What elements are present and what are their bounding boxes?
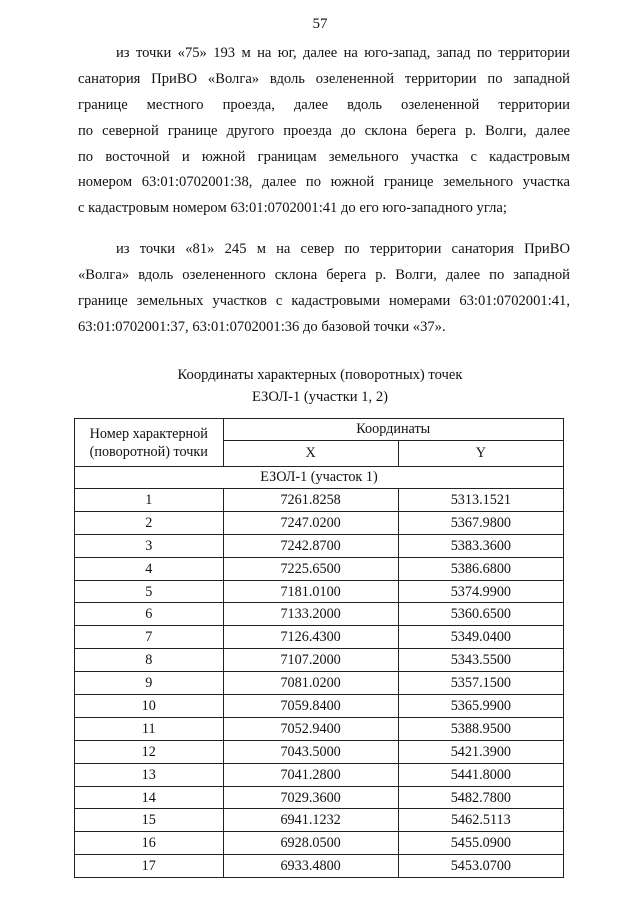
table-row	[75, 832, 564, 855]
table-row	[75, 740, 564, 763]
y-coordinate-cell: 5360.6500	[398, 603, 563, 626]
coordinates-table	[74, 418, 564, 878]
table-row	[75, 489, 564, 512]
x-coordinate-cell: 7059.8400	[223, 695, 398, 718]
y-coordinate-cell: 5357.1500	[398, 672, 563, 695]
table-title	[0, 364, 640, 408]
header-point-number-line: (поворотной) точки	[89, 443, 208, 460]
x-coordinate-cell: 6928.0500	[223, 832, 398, 855]
y-coordinate-cell: 5313.1521	[398, 489, 563, 512]
header-x: X	[223, 441, 398, 467]
table-row	[75, 672, 564, 695]
paragraph-line: границе местного проезда, далее вдоль озелененной территории	[78, 96, 570, 113]
paragraph-line: санатория ПриВО «Волга» вдоль озелененной территории по западной	[78, 70, 570, 87]
paragraph-line: по северной границе другого проезда до склона берега р. Волги, далее	[78, 122, 570, 139]
table-row	[75, 580, 564, 603]
paragraph-line: из точки «75» 193 м на юг, далее на юго-запад, запад по территории	[116, 45, 570, 61]
table-row	[75, 534, 564, 557]
point-number-cell: 2	[75, 511, 224, 534]
point-number-cell: 13	[75, 763, 224, 786]
y-coordinate-cell: 5343.5500	[398, 649, 563, 672]
header-y: Y	[398, 441, 563, 467]
y-coordinate-cell: 5462.5113	[398, 809, 563, 832]
y-coordinate-cell: 5386.6800	[398, 557, 563, 580]
y-coordinate-cell: 5388.9500	[398, 717, 563, 740]
table-row	[75, 717, 564, 740]
table-row	[75, 695, 564, 718]
x-coordinate-cell: 6941.1232	[223, 809, 398, 832]
x-coordinate-cell: 6933.4800	[223, 855, 398, 878]
table-row	[75, 649, 564, 672]
point-number-cell: 12	[75, 740, 224, 763]
point-number-cell: 3	[75, 534, 224, 557]
point-number-cell: 4	[75, 557, 224, 580]
paragraph-line: из точки «81» 245 м на север по территории санатория ПриВО	[116, 241, 570, 257]
y-coordinate-cell: 5453.0700	[398, 855, 563, 878]
header-point-number	[75, 419, 224, 467]
y-coordinate-cell: 5374.9900	[398, 580, 563, 603]
y-coordinate-cell: 5349.0400	[398, 626, 563, 649]
point-number-cell: 7	[75, 626, 224, 649]
y-coordinate-cell: 5482.7800	[398, 786, 563, 809]
x-coordinate-cell: 7126.4300	[223, 626, 398, 649]
y-coordinate-cell: 5383.3600	[398, 534, 563, 557]
point-number-cell: 1	[75, 489, 224, 512]
x-coordinate-cell: 7181.0100	[223, 580, 398, 603]
x-coordinate-cell: 7052.9400	[223, 717, 398, 740]
table-title-line: Координаты характерных (поворотных) точек	[177, 367, 463, 383]
x-coordinate-cell: 7081.0200	[223, 672, 398, 695]
x-coordinate-cell: 7242.8700	[223, 534, 398, 557]
point-number-cell: 14	[75, 786, 224, 809]
header-coordinates: Координаты	[223, 419, 563, 441]
table-title-line: ЕЗОЛ-1 (участки 1, 2)	[251, 389, 389, 405]
paragraph-line: по восточной и южной границам земельного участка с кадастровым	[78, 148, 570, 165]
point-number-cell: 5	[75, 580, 224, 603]
paragraph-line: 63:01:0702001:37, 63:01:0702001:36 до базовой точки «37».	[78, 318, 446, 335]
paragraph-line: с кадастровым номером 63:01:0702001:41 до его юго-западного угла;	[78, 200, 507, 217]
y-coordinate-cell: 5441.8000	[398, 763, 563, 786]
y-coordinate-cell: 5455.0900	[398, 832, 563, 855]
x-coordinate-cell: 7133.2000	[223, 603, 398, 626]
paragraph-route-from-point-81	[78, 237, 570, 341]
point-number-cell: 8	[75, 649, 224, 672]
page-number: 57	[312, 16, 328, 32]
table-row	[75, 855, 564, 878]
x-coordinate-cell: 7029.3600	[223, 786, 398, 809]
paragraph-line: границе земельных участков с кадастровыми номерами 63:01:0702001:41,	[78, 292, 570, 309]
x-coordinate-cell: 7041.2800	[223, 763, 398, 786]
header-point-number-line: Номер характерной	[89, 425, 208, 442]
y-coordinate-cell: 5421.3900	[398, 740, 563, 763]
point-number-cell: 16	[75, 832, 224, 855]
point-number-cell: 9	[75, 672, 224, 695]
table-row	[75, 557, 564, 580]
table-row	[75, 763, 564, 786]
x-coordinate-cell: 7247.0200	[223, 511, 398, 534]
paragraph-line: номером 63:01:0702001:38, далее по южной границе земельного участка	[78, 174, 570, 191]
table-row	[75, 511, 564, 534]
paragraph-route-from-point-75	[78, 41, 570, 222]
point-number-cell: 17	[75, 855, 224, 878]
paragraph-line: «Волга» вдоль озелененного склона берега р. Волги, далее по западной	[78, 266, 570, 283]
table-row	[75, 603, 564, 626]
point-number-cell: 6	[75, 603, 224, 626]
x-coordinate-cell: 7261.8258	[223, 489, 398, 512]
table-row	[75, 626, 564, 649]
point-number-cell: 11	[75, 717, 224, 740]
x-coordinate-cell: 7043.5000	[223, 740, 398, 763]
x-coordinate-cell: 7107.2000	[223, 649, 398, 672]
table-row	[75, 786, 564, 809]
y-coordinate-cell: 5367.9800	[398, 511, 563, 534]
section-label: ЕЗОЛ-1 (участок 1)	[75, 467, 564, 489]
table-row	[75, 809, 564, 832]
point-number-cell: 15	[75, 809, 224, 832]
x-coordinate-cell: 7225.6500	[223, 557, 398, 580]
point-number-cell: 10	[75, 695, 224, 718]
y-coordinate-cell: 5365.9900	[398, 695, 563, 718]
